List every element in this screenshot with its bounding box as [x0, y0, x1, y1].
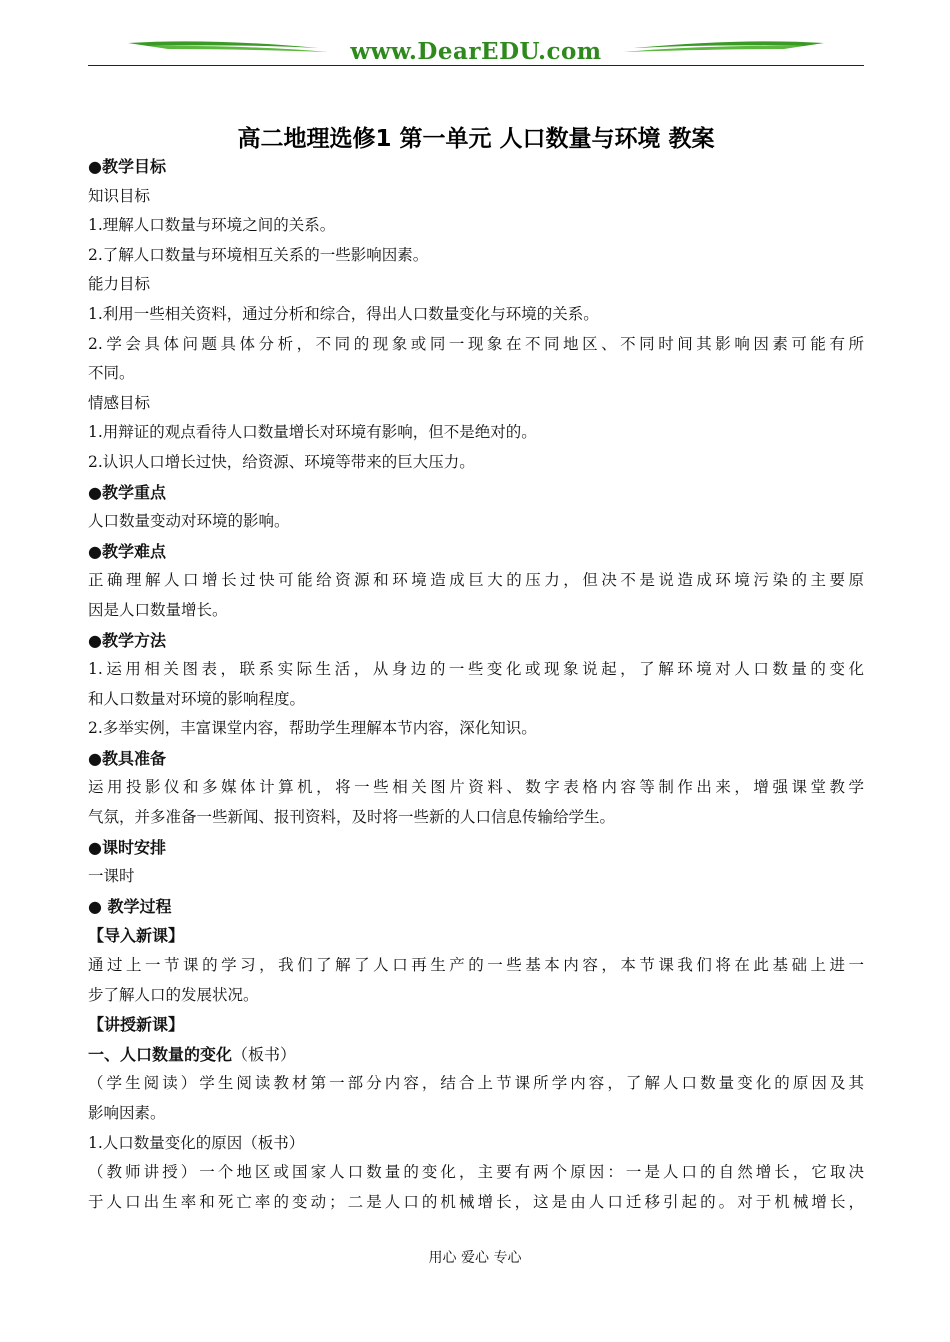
body-line [88, 507, 864, 537]
body-line [88, 330, 864, 360]
body-line [88, 596, 864, 626]
site-name: www.DearEDU.com [350, 38, 602, 65]
line-text: 一课时 [88, 867, 135, 886]
line-text: 知识目标 [88, 186, 151, 205]
line-text: ●教学重点 [88, 482, 166, 502]
line-text: 不同。 [88, 364, 135, 383]
line-text: （教师讲授）一个地区或国家人口数量的变化，主要有两个原因：一是人口的自然增长，它取决 [88, 1163, 864, 1182]
page-title: 高二地理选修1 第一单元 人口数量与环境 教案 [237, 126, 715, 152]
line-text: 因是人口数量增长。 [88, 600, 228, 619]
line-text: ●教学目标 [88, 157, 166, 176]
line-text: 2.多举实例，丰富课堂内容，帮助学生理解本节内容，深化知识。 [88, 719, 537, 738]
section-heading [88, 1010, 864, 1040]
body-line [88, 300, 864, 330]
body-line [88, 182, 864, 212]
body-line [88, 270, 864, 300]
section-heading [88, 537, 864, 567]
line-text: 人口数量变动对环境的影响。 [88, 512, 290, 531]
line-text: 1.人口数量变化的原因（板书） [88, 1133, 305, 1152]
page-footer: 用心 爱心 专心 [428, 1250, 522, 1266]
line-text: ●教学方法 [88, 630, 166, 650]
line-text: 【讲授新课】 [88, 1015, 185, 1035]
section-heading [88, 744, 864, 774]
body-line [88, 448, 864, 478]
body-line [88, 359, 864, 389]
body-line [88, 566, 864, 596]
line-text: （学生阅读）学生阅读教材第一部分内容，结合上节课所学内容，了解人口数量变化的原因及其 [88, 1074, 864, 1093]
body-line [88, 1129, 864, 1159]
section-heading [88, 626, 864, 656]
body-line [88, 1188, 864, 1218]
section-heading [88, 892, 864, 922]
body-line [88, 418, 864, 448]
body-line [88, 211, 864, 241]
body-line [88, 1099, 864, 1129]
body-line [88, 685, 864, 715]
line-text: 1.利用一些相关资料，通过分析和综合，得出人口数量变化与环境的关系。 [88, 304, 599, 323]
section-heading [88, 152, 864, 182]
line-text: 2.认识人口增长过快，给资源、环境等带来的巨大压力。 [88, 452, 475, 471]
body-line [88, 981, 864, 1011]
line-text: 运用投影仪和多媒体计算机，将一些相关图片资料、数字表格内容等制作出来，增强课堂教学 [88, 778, 864, 797]
line-text: ●教具准备 [88, 748, 166, 768]
body-line [88, 655, 864, 685]
body-line [88, 1069, 864, 1099]
body-line [88, 862, 864, 892]
section-heading [88, 478, 864, 508]
section-heading [88, 921, 864, 951]
line-text: 情感目标 [88, 393, 151, 412]
section-heading [88, 833, 864, 863]
line-text: 1.理解人口数量与环境之间的关系。 [88, 216, 336, 235]
line-text: 1.运用相关图表，联系实际生活，从身边的一些变化或现象说起，了解环境对人口数量的变化 [88, 660, 864, 679]
line-text: 和人口数量对环境的影响程度。 [88, 689, 306, 708]
body-line [88, 714, 864, 744]
line-note: （板书） [232, 1044, 297, 1064]
body-line [88, 951, 864, 981]
body-line [88, 773, 864, 803]
line-text: ● 教学过程 [88, 896, 172, 916]
line-text: 步了解人口的发展状况。 [88, 985, 259, 1004]
document-body [88, 152, 864, 1217]
line-text: 【导入新课】 [88, 926, 185, 946]
line-text: 2.学会具体问题具体分析，不同的现象或同一现象在不同地区、不同时间其影响因素可能有所 [88, 334, 864, 353]
line-text: ●教学难点 [88, 541, 166, 561]
line-text: 正确理解人口增长过快可能给资源和环境造成巨大的压力，但决不是说造成环境污染的主要原 [88, 571, 864, 590]
line-text: 一、人口数量的变化 [88, 1044, 233, 1064]
body-line [88, 241, 864, 271]
site-banner [88, 34, 864, 68]
section-heading [88, 1040, 864, 1070]
header-rule [88, 65, 864, 66]
line-text: 通过上一节课的学习，我们了解了人口再生产的一些基本内容，本节课我们将在此基础上进一 [88, 956, 864, 975]
body-line [88, 1158, 864, 1188]
body-line [88, 803, 864, 833]
line-text: 能力目标 [88, 275, 151, 294]
line-text: 气氛，并多准备一些新闻、报刊资料，及时将一些新的人口信息传输给学生。 [88, 808, 616, 827]
line-text: 2.了解人口数量与环境相互关系的一些影响因素。 [88, 245, 429, 264]
body-line [88, 389, 864, 419]
line-text: ●课时安排 [88, 837, 166, 857]
line-text: 1.用辩证的观点看待人口数量增长对环境有影响，但不是绝对的。 [88, 423, 537, 442]
line-text: 影响因素。 [88, 1104, 166, 1122]
line-text: 于人口出生率和死亡率的变动；二是人口的机械增长，这是由人口迁移引起的。对于机械增长， [88, 1192, 864, 1211]
